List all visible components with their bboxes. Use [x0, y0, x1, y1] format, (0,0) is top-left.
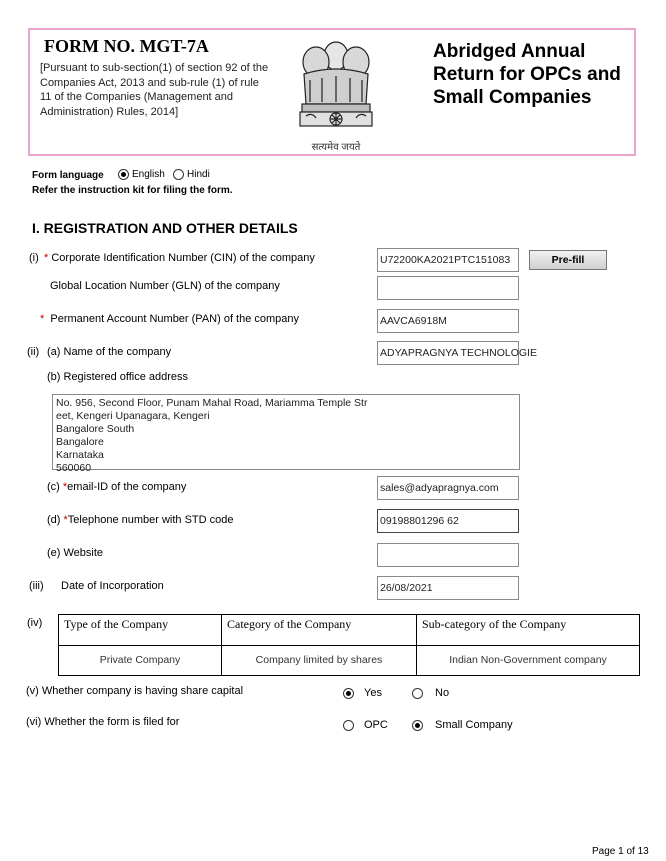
page-number: Page 1 of 13 [592, 846, 649, 857]
phone-prefix: (d) [47, 514, 61, 526]
email-prefix: (c) [47, 481, 60, 493]
filed-for-label: (vi) Whether the form is filed for [26, 716, 180, 728]
hindi-radio[interactable] [173, 169, 184, 180]
email-label: (c) *email-ID of the company [47, 481, 187, 493]
cin-field[interactable]: U72200KA2021PTC151083 [377, 248, 519, 272]
instruction-note: Refer the instruction kit for filing the form. [32, 185, 233, 196]
english-radio[interactable] [118, 169, 129, 180]
cin-label: * Corporate Identification Number (CIN) of the company [44, 252, 315, 264]
small-company-radio[interactable] [412, 720, 423, 731]
company-category-value: Company limited by shares [255, 654, 383, 666]
form-number: FORM NO. MGT-7A [44, 36, 209, 56]
website-field[interactable] [377, 543, 519, 567]
pursuant-text: [Pursuant to sub-section(1) of section 92 of the Companies Act, 2013 and sub-rule (1) of rule 11 of the Companies (Management and Administration) Rules, 2014] [40, 62, 269, 118]
section-heading: I. REGISTRATION AND OTHER DETAILS [32, 220, 298, 236]
pan-label: * Permanent Account Number (PAN) of the company [40, 313, 300, 325]
hindi-option-label: Hindi [187, 169, 210, 180]
share-capital-no-radio[interactable] [412, 688, 423, 699]
item-ii-marker: (ii) [27, 346, 40, 358]
english-option-label: English [132, 169, 165, 180]
national-emblem-icon [288, 34, 384, 152]
cin-label-text: Corporate Identification Number (CIN) of the company [51, 252, 315, 264]
phone-label: (d) *Telephone number with STD code [47, 514, 234, 526]
address-label: (b) Registered office address [47, 371, 189, 383]
gln-field[interactable] [377, 276, 519, 300]
share-capital-no-label: No [435, 687, 450, 699]
company-name-label: (a) Name of the company [47, 346, 172, 358]
item-iii-marker: (iii) [29, 580, 44, 592]
share-capital-label: (v) Whether company is having share capital [26, 685, 244, 697]
gln-label: Global Location Number (GLN) of the company [50, 280, 280, 292]
item-i-marker: (i) [29, 252, 39, 264]
company-subcategory-value: Indian Non-Government company [449, 654, 607, 666]
phone-label-text: Telephone number with STD code [67, 514, 234, 526]
address-field[interactable] [52, 394, 520, 474]
prefill-button[interactable]: Pre-fill [529, 250, 607, 270]
pan-field[interactable]: AAVCA6918M [377, 309, 519, 333]
item-iv-marker: (iv) [27, 617, 43, 629]
email-field[interactable]: sales@adyapragnya.com [377, 476, 519, 500]
form-language-label: Form language [32, 170, 104, 181]
company-type-value: Private Company [99, 654, 181, 666]
small-company-label: Small Company [435, 719, 513, 731]
form-title: Abridged Annual Return for OPCs and Small Companies [433, 41, 621, 108]
share-capital-yes-label: Yes [364, 687, 382, 699]
incorporation-date-field[interactable]: 26/08/2021 [377, 576, 519, 600]
company-name-field[interactable]: ADYAPRAGNYA TECHNOLOGIE [377, 341, 519, 365]
pan-label-text: Permanent Account Number (PAN) of the company [50, 313, 300, 325]
share-capital-yes-radio[interactable] [343, 688, 354, 699]
table-header-subcategory: Sub-category of the Company [422, 617, 567, 631]
email-label-text: email-ID of the company [67, 481, 187, 493]
table-header-type: Type of the Company [64, 617, 169, 631]
company-type-table [58, 614, 640, 676]
table-header-category: Category of the Company [227, 617, 352, 631]
phone-field[interactable]: 09198801296 62 [377, 509, 519, 533]
opc-label: OPC [364, 719, 388, 731]
incorporation-label: Date of Incorporation [61, 580, 164, 592]
emblem-motto: सत्यमेव जयते [311, 142, 361, 153]
address-text: No. 956, Second Floor, Punam Mahal Road, Mariamma Temple Str eet, Kengeri Upanagara, Kengeri Bangalore South Bangalore Karnataka 560060 [56, 397, 368, 474]
opc-radio[interactable] [343, 720, 354, 731]
website-label: (e) Website [47, 547, 104, 559]
